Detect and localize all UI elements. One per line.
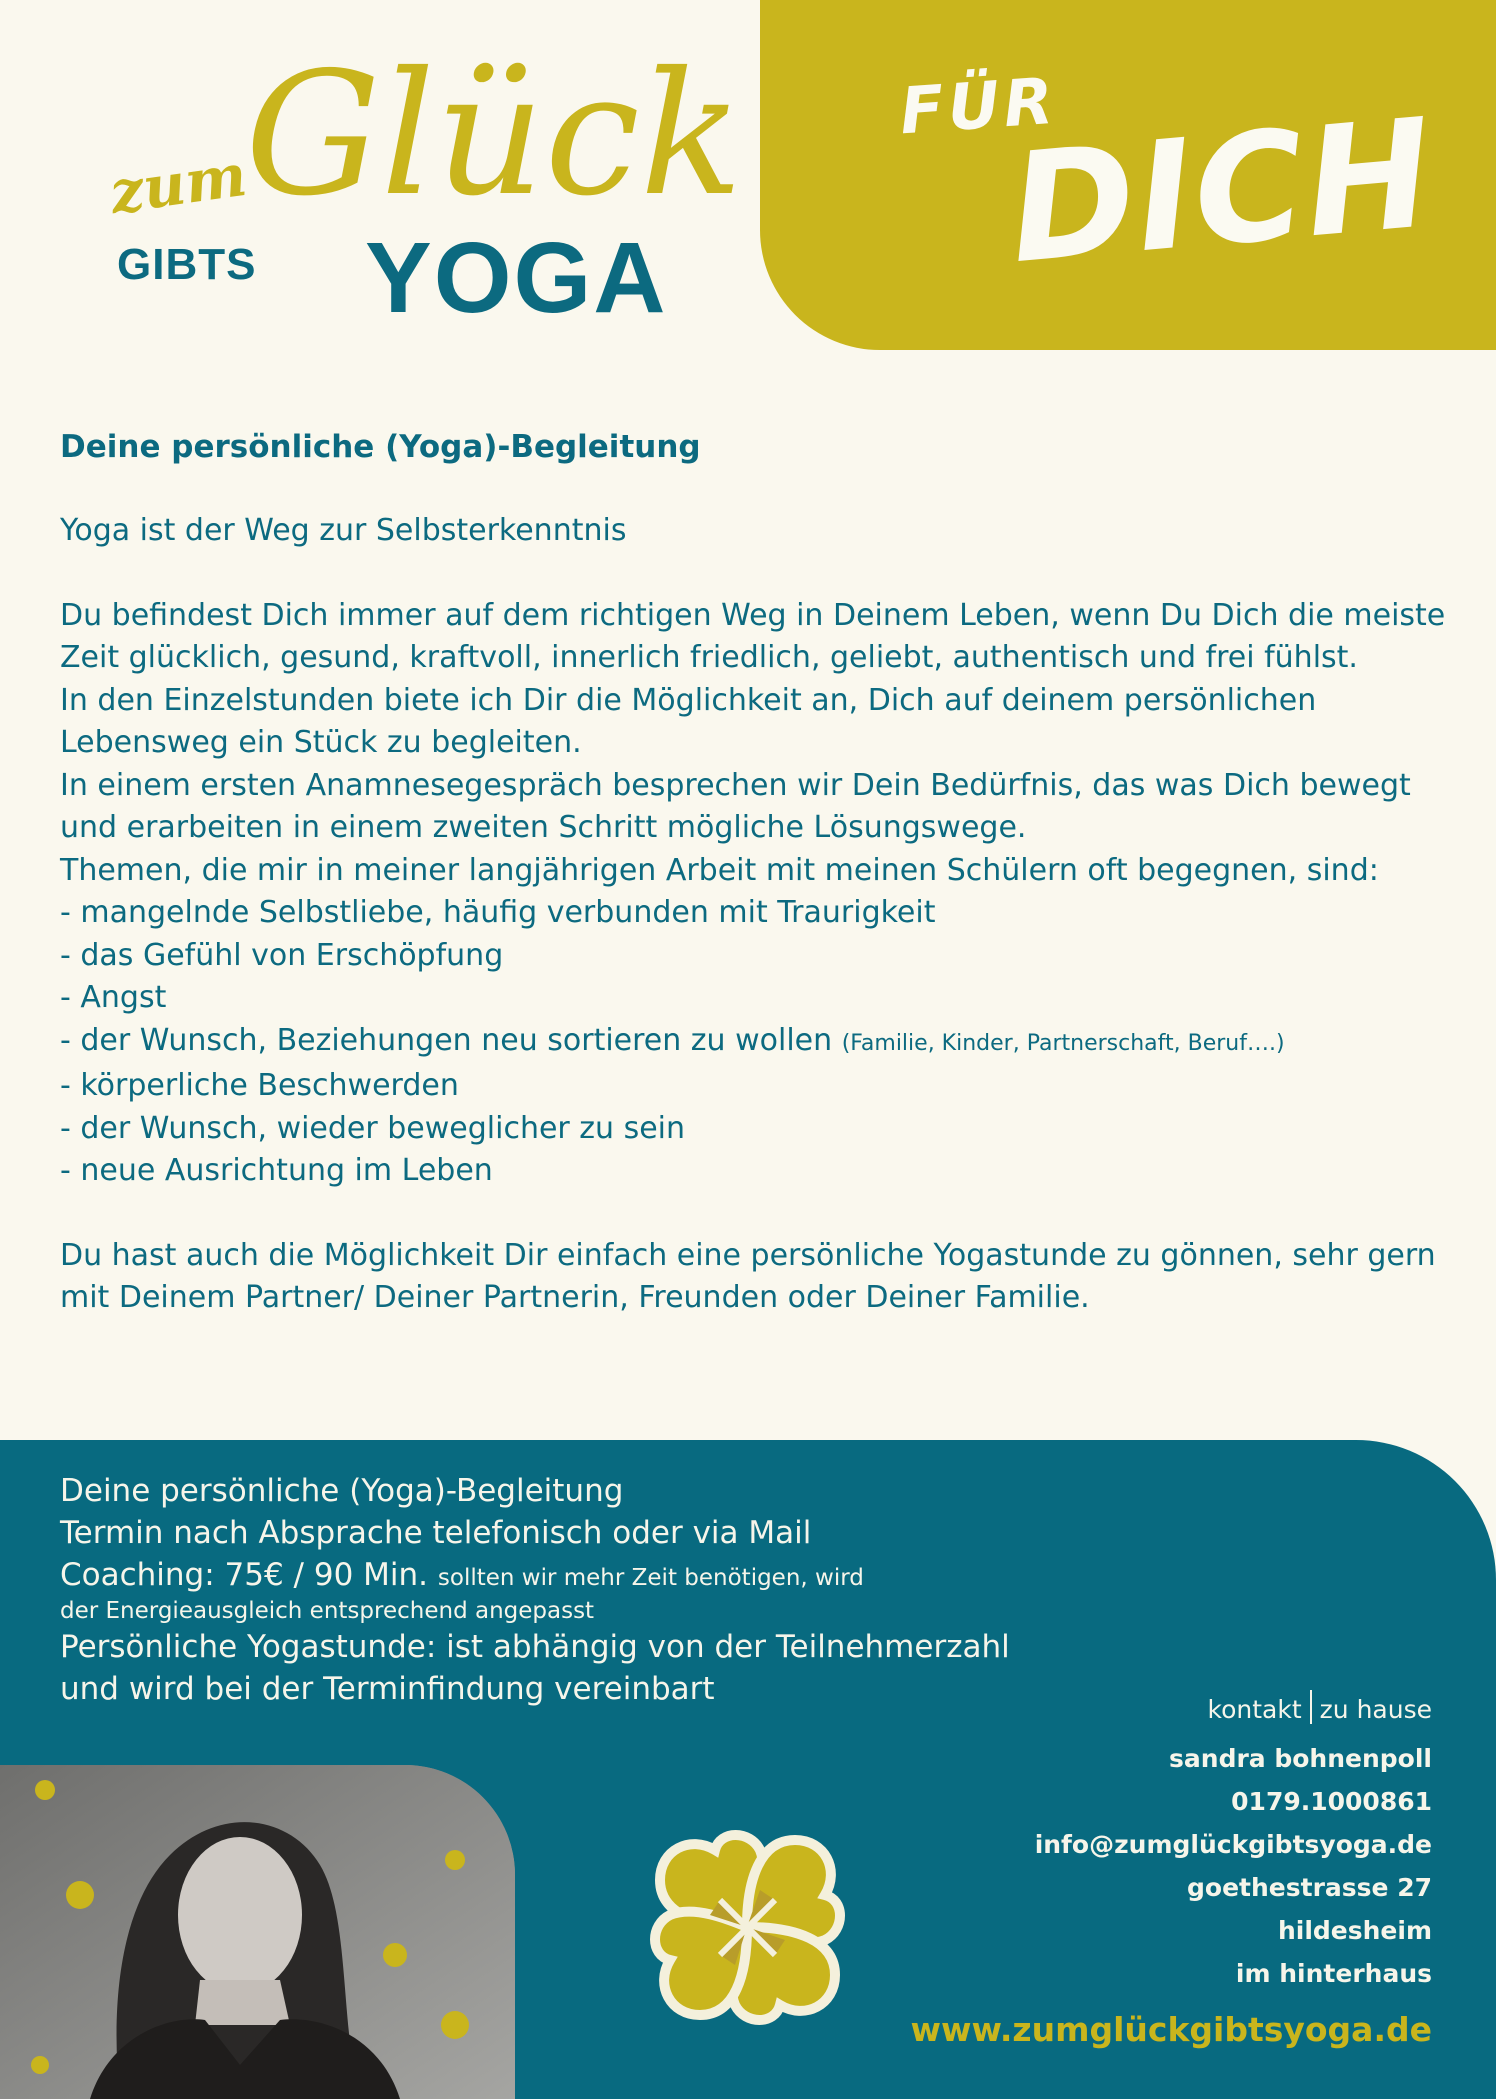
contact-name: sandra bohnenpoll	[1169, 1744, 1432, 1773]
home-label: zu hause	[1319, 1695, 1432, 1724]
info-block	[60, 1470, 1160, 1710]
main-text	[60, 425, 1450, 1320]
contact-email[interactable]: info@zumglückgibtsyoga.de	[1034, 1830, 1432, 1859]
banner-dich: DICH	[1003, 86, 1441, 298]
list-item	[60, 1020, 1450, 1066]
banner-fuer: FÜR	[897, 64, 1060, 150]
contact-street: goethestrasse 27	[1187, 1873, 1432, 1902]
portrait-illustration	[0, 1765, 515, 2099]
coaching-note-1: sollten wir mehr Zeit benötigen, wird	[437, 1565, 864, 1591]
contact-heading	[912, 1688, 1432, 1731]
contact-label: kontakt	[1207, 1695, 1302, 1724]
info-line-1: Deine persönliche (Yoga)-Begleitung	[60, 1473, 624, 1509]
logo-zum: zum	[105, 140, 251, 228]
list-note: (Familie, Kinder, Partnerschaft, Beruf….)	[841, 1030, 1285, 1056]
logo-glueck: Glück	[245, 36, 743, 234]
list-item: - das Gefühl von Erschöpfung	[60, 937, 504, 973]
list-item: - körperliche Beschwerden	[60, 1068, 459, 1103]
logo-gibts: GIBTS	[117, 240, 257, 289]
paragraph-4: Themen, die mir in meiner langjährigen Arbeit mit meinen Schülern oft begegnen, sind:	[60, 852, 1379, 888]
logo	[95, 36, 743, 410]
divider	[1310, 1690, 1312, 1724]
closing-paragraph: Du hast auch die Möglichkeit Dir einfach eine persönliche Yogastunde zu gönnen, sehr gern mit Deinem Partner/ Deiner Partnerin, Freunden oder Deiner Familie.	[60, 1237, 1436, 1315]
coaching-price: Coaching: 75€ / 90 Min.	[60, 1557, 429, 1593]
paragraph-2: In den Einzelstunden biete ich Dir die Möglichkeit an, Dich auf deinem persönlichen Lebensweg ein Stück zu begleiten.	[60, 682, 1317, 760]
info-line-4: Persönliche Yogastunde: ist abhängig von der Teilnehmerzahl	[60, 1629, 1010, 1665]
list-item: - Angst	[60, 980, 167, 1015]
list-item-text: - der Wunsch, Beziehungen neu sortieren zu wollen	[60, 1022, 833, 1058]
contact-extra: im hinterhaus	[1235, 1959, 1432, 1988]
website-link[interactable]: www.zumglückgibtsyoga.de	[910, 2010, 1432, 2049]
contact-city: hildesheim	[1277, 1916, 1432, 1945]
info-line-2: Termin nach Absprache telefonisch oder via Mail	[60, 1515, 812, 1551]
paragraph-1: Du befindest Dich immer auf dem richtigen Weg in Deinem Leben, wenn Du Dich die meiste Zeit glücklich, gesund, kraftvoll, innerlich friedlich, geliebt, authentisch und frei fühlst.	[60, 597, 1446, 675]
contact-phone[interactable]: 0179.1000861	[1231, 1787, 1432, 1816]
list-item: - mangelnde Selbstliebe, häufig verbunden mit Traurigkeit	[60, 895, 936, 930]
contact-block	[912, 1688, 1432, 1995]
portrait-photo	[0, 1765, 515, 2099]
coaching-note-2: der Energieausgleich entsprechend angepasst	[60, 1598, 595, 1624]
list-item: - neue Ausrichtung im Leben	[60, 1153, 493, 1188]
main-heading: Deine persönliche (Yoga)-Begleitung	[60, 429, 701, 465]
info-line-5: und wird bei der Terminfindung vereinbart	[60, 1671, 715, 1707]
clover-icon	[640, 1820, 855, 2035]
list-item: - der Wunsch, wieder beweglicher zu sein	[60, 1110, 686, 1146]
main-intro: Yoga ist der Weg zur Selbsterkenntnis	[60, 513, 627, 548]
paragraph-3: In einem ersten Anamnesegespräch besprechen wir Dein Bedürfnis, das was Dich bewegt und erarbeiten in einem zweiten Schritt mögliche Lösungswege.	[60, 767, 1411, 845]
logo-yoga: YOGA	[365, 222, 668, 334]
info-coaching	[60, 1554, 1160, 1596]
